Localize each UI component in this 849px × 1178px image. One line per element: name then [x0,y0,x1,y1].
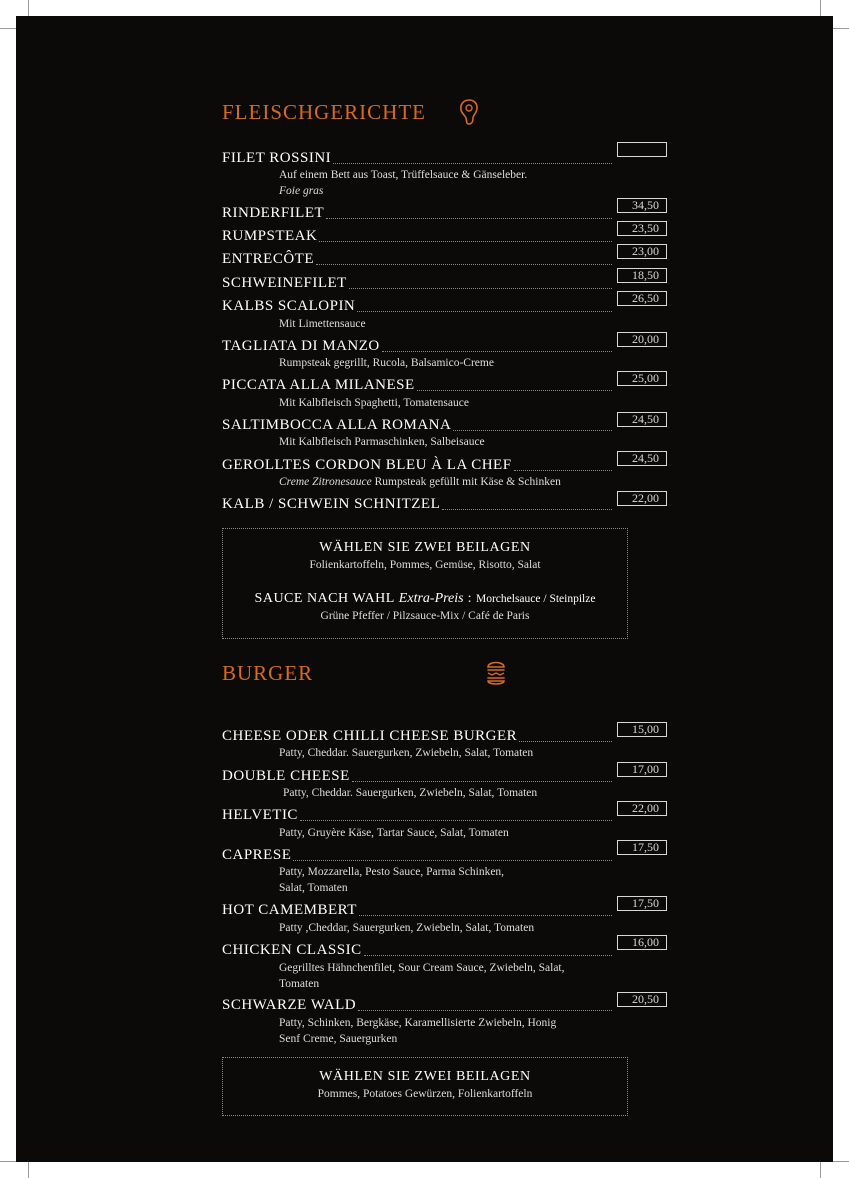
item-description: Patty, Mozzarella, Pesto Sauce, Parma Schinken, [279,866,505,878]
item-price: 26,50 [617,291,667,306]
item-name: SCHWEINEFILET [222,275,347,291]
crop-mark [820,0,821,16]
crop-mark [28,0,29,16]
section-title-burger: BURGER [222,661,314,685]
menu-item [222,457,614,474]
sides-heading: WÄHLEN SIE ZWEI BEILAGEN [319,540,531,555]
sauce-options-2: Grüne Pfeffer / Pilzsauce-Mix / Café de Paris [320,610,530,622]
item-name: KALB / SCHWEIN SCHNITZEL [222,496,441,512]
leader-dots [319,241,612,242]
item-name: RUMPSTEAK [222,228,318,244]
leader-dots [300,820,612,821]
leader-dots [357,311,612,312]
menu-item [222,417,614,434]
sauce-heading: SAUCE NACH WAHL [254,591,395,606]
crop-mark [28,1162,29,1178]
item-description: Auf einem Bett aus Toast, Trüffelsauce & Gänseleber. [279,169,528,181]
item-price [617,142,667,157]
menu-item [222,228,614,245]
sides-list: Pommes, Potatoes Gewürzen, Folienkartoffeln [317,1088,533,1100]
item-name: CHEESE ODER CHILLI CHEESE BURGER [222,728,518,744]
menu-item [222,205,614,222]
menu-item [222,942,614,959]
item-price: 17,50 [617,896,667,911]
item-name: KALBS SCALOPIN [222,298,356,314]
menu-item [222,338,614,355]
item-name: SALTIMBOCCA ALLA ROMANA [222,417,452,433]
item-description: Foie gras [279,185,324,197]
menu-item [222,997,614,1014]
menu-item [222,728,614,745]
item-price: 17,50 [617,840,667,855]
item-price: 22,00 [617,491,667,506]
sauce-colon: : [463,591,476,606]
crop-mark [0,1161,16,1162]
menu-item [222,496,614,513]
menu-item [222,847,614,864]
crop-mark [0,28,16,29]
menu-item [222,275,614,292]
item-price: 34,50 [617,198,667,213]
menu-item [222,768,614,785]
item-name: TAGLIATA DI MANZO [222,338,380,354]
item-name: RINDERFILET [222,205,325,221]
sides-heading: WÄHLEN SIE ZWEI BEILAGEN [319,1069,531,1084]
item-description: Patty ,Cheddar, Sauergurken, Zwiebeln, Salat, Tomaten [279,922,535,934]
menu-page [16,16,833,1162]
menu-item [222,377,614,394]
sides-box [222,528,628,639]
item-name: DOUBLE CHEESE [222,768,350,784]
leader-dots [519,741,612,742]
leader-dots [349,288,612,289]
item-price: 16,00 [617,935,667,950]
leader-dots [453,430,612,431]
item-description: Mit Limettensauce [279,318,366,330]
item-description: Creme Zitronesauce Rumpsteak gefüllt mit Käse & Schinken [279,476,561,488]
leader-dots [293,860,612,861]
item-description: Mit Kalbfleisch Parmaschinken, Salbeisauce [279,436,485,448]
item-price: 15,00 [617,722,667,737]
sides-box [222,1057,628,1116]
item-description: Gegrilltes Hähnchenfilet, Sour Cream Sauce, Zwiebeln, Salat, [279,962,565,974]
burger-icon [485,657,507,691]
item-name: HOT CAMEMBERT [222,902,357,918]
item-price: 24,50 [617,451,667,466]
item-description: Patty, Schinken, Bergkäse, Karamellisierte Zwiebeln, Honig [279,1017,557,1029]
item-price: 17,00 [617,762,667,777]
item-price: 24,50 [617,412,667,427]
item-description: Patty, Cheddar. Sauergurken, Zwiebeln, Salat, Tomaten [279,747,534,759]
leader-dots [382,351,612,352]
menu-item [222,298,614,315]
leader-dots [358,1010,612,1011]
item-description: Tomaten [279,978,320,990]
item-description: Mit Kalbfleisch Spaghetti, Tomatensauce [279,397,469,409]
item-name: HELVETIC [222,807,298,823]
item-price: 20,00 [617,332,667,347]
menu-item [222,807,614,824]
item-name: SCHWARZE WALD [222,997,357,1013]
item-description: Salat, Tomaten [279,882,348,894]
item-price: 23,00 [617,244,667,259]
sauce-options: Morchelsauce / Steinpilze [476,593,596,605]
item-description: Senf Creme, Sauergurken [279,1033,398,1045]
item-name: GEROLLTES CORDON BLEU À LA CHEF [222,457,512,473]
steak-icon [458,98,480,130]
crop-mark [820,1162,821,1178]
sauce-extra-price: Extra-Preis [398,591,464,606]
item-name: FILET ROSSINI [222,150,332,166]
item-description: Patty, Gruyère Käse, Tartar Sauce, Salat, Tomaten [279,827,509,839]
menu-item [222,902,614,919]
item-price: 22,00 [617,801,667,816]
sides-list: Folienkartoffeln, Pommes, Gemüse, Risotto, Salat [309,559,541,571]
leader-dots [442,509,612,510]
item-price: 25,00 [617,371,667,386]
item-name: CAPRESE [222,847,292,863]
crop-mark [833,28,849,29]
section-title-fleisch: FLEISCHGERICHTE [222,100,426,124]
item-name: ENTRECÔTE [222,251,314,267]
leader-dots [359,915,612,916]
item-price: 23,50 [617,221,667,236]
leader-dots [333,163,612,164]
item-description: Rumpsteak gegrillt, Rucola, Balsamico-Creme [279,357,494,369]
leader-dots [417,390,612,391]
item-name: PICCATA ALLA MILANESE [222,377,415,393]
item-price: 18,50 [617,268,667,283]
menu-item [222,150,614,167]
item-description: Patty, Cheddar. Sauergurken, Zwiebeln, Salat, Tomaten [283,787,538,799]
leader-dots [326,218,612,219]
leader-dots [514,470,612,471]
leader-dots [316,264,612,265]
item-name: CHICKEN CLASSIC [222,942,362,958]
menu-item [222,251,614,268]
sauce-line [223,589,627,608]
item-price: 20,50 [617,992,667,1007]
leader-dots [364,955,612,956]
crop-mark [833,1161,849,1162]
leader-dots [352,781,612,782]
